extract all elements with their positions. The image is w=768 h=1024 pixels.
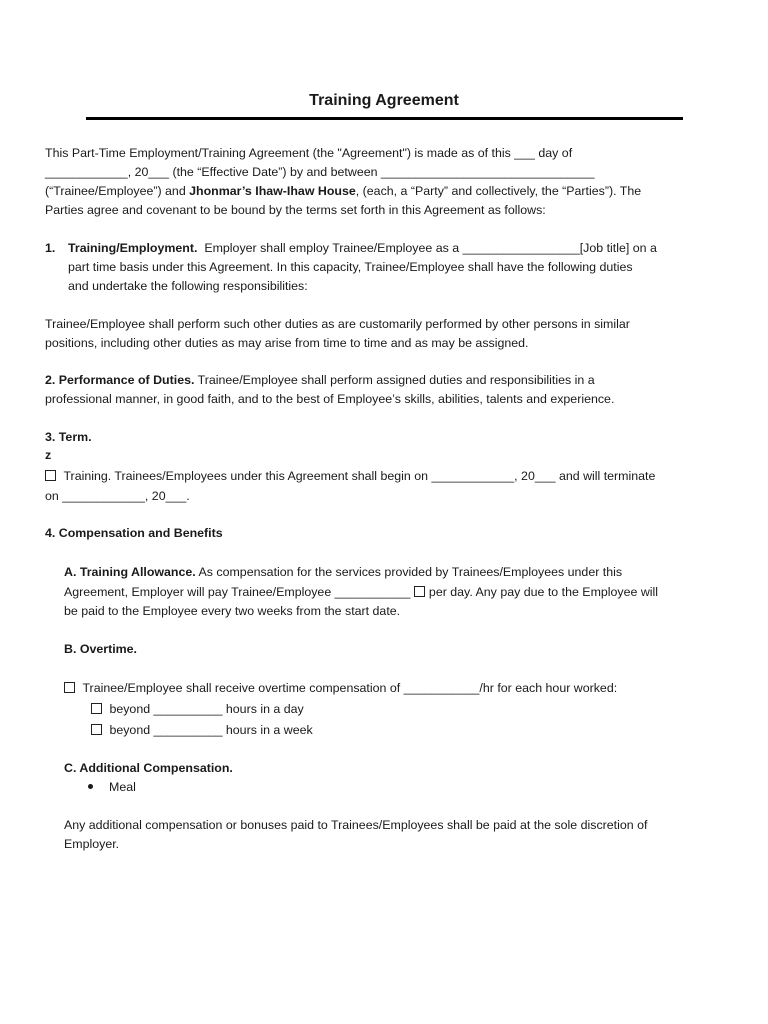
section-1-line-1 xyxy=(68,240,657,256)
section-2-text: Trainee/Employee shall perform assigned duties and responsibilities in a xyxy=(194,373,595,387)
term-text-1: Training. Trainees/Employees under this Agreement shall begin on ____________, 20___ and will terminate xyxy=(63,469,656,483)
allowance-line-3: be paid to the Employee every two weeks from the start date. xyxy=(64,604,401,618)
section-2-heading: 2. Performance of Duties. xyxy=(45,373,195,387)
additional-comp-line-2: Employer. xyxy=(64,837,120,851)
allowance-line-2 xyxy=(64,584,658,600)
overtime-line xyxy=(64,680,617,696)
duties-line-1: Trainee/Employee shall perform such other duties as are customarily performed by other persons in similar xyxy=(45,317,630,331)
stray-mark: z xyxy=(45,448,52,462)
additional-comp-heading: C. Additional Compensation. xyxy=(64,761,233,775)
per-day-checkbox[interactable] xyxy=(414,586,425,597)
overtime-heading: B. Overtime. xyxy=(64,642,137,656)
hours-day-checkbox[interactable] xyxy=(91,703,102,714)
training-checkbox[interactable] xyxy=(45,470,56,481)
allowance-text-2a: Agreement, Employer will pay Trainee/Employee ___________ xyxy=(64,585,411,599)
intro-line-3-c: , (each, a “Party” and collectively, the “Parties”). The xyxy=(355,184,642,198)
term-line-1 xyxy=(45,468,655,484)
intro-line-3 xyxy=(45,183,641,199)
duties-line-2: positions, including other duties as may arise from time to time and as may be assigned. xyxy=(45,336,529,350)
intro-line-3-a: (“Trainee/Employee”) and xyxy=(45,184,190,198)
section-3-heading: 3. Term. xyxy=(45,430,92,444)
overtime-week-line xyxy=(91,722,313,738)
allowance-line-1 xyxy=(64,564,622,580)
company-name: Jhonmar’s Ihaw-Ihaw House xyxy=(189,184,356,198)
overtime-day-line xyxy=(91,701,304,717)
allowance-heading: A. Training Allowance. xyxy=(64,565,196,579)
overtime-text: Trainee/Employee shall receive overtime compensation of ___________/hr for each hour worked: xyxy=(82,681,618,695)
section-1-line-2: part time basis under this Agreement. In this capacity, Trainee/Employee shall have the following duties xyxy=(68,260,633,274)
intro-line-4: Parties agree and covenant to be bound by the terms set forth in this Agreement as follows: xyxy=(45,203,546,217)
allowance-text: As compensation for the services provided by Trainees/Employees under this xyxy=(195,565,623,579)
title-underline xyxy=(86,117,683,120)
hours-week-checkbox[interactable] xyxy=(91,724,102,735)
intro-line-2: ____________, 20___ (the “Effective Date”) by and between _______________________________ xyxy=(45,165,595,179)
bullet-icon xyxy=(88,779,93,795)
overtime-checkbox[interactable] xyxy=(64,682,75,693)
section-1-line-3: and undertake the following responsibilities: xyxy=(68,279,308,293)
meal-item: Meal xyxy=(109,780,136,794)
section-1-text: Employer shall employ Trainee/Employee as a _________________[Job title] on a xyxy=(204,241,657,255)
term-line-2: on ____________, 20___. xyxy=(45,489,190,503)
overtime-day-text: beyond __________ hours in a day xyxy=(109,702,304,716)
section-4-heading: 4. Compensation and Benefits xyxy=(45,526,223,540)
allowance-text-2b: per day. Any pay due to the Employee will xyxy=(428,585,659,599)
document-title: Training Agreement xyxy=(309,92,459,109)
section-1-heading: Training/Employment. xyxy=(68,241,198,255)
section-2-line-1 xyxy=(45,372,595,388)
section-2-line-2: professional manner, in good faith, and to the best of Employee’s skills, abilities, talents and experience. xyxy=(45,392,615,406)
overtime-week-text: beyond __________ hours in a week xyxy=(109,723,313,737)
intro-line-1: This Part-Time Employment/Training Agreement (the "Agreement") is made as of this ___ day of xyxy=(45,146,573,160)
additional-comp-line-1: Any additional compensation or bonuses paid to Trainees/Employees shall be paid at the sole discretion of xyxy=(64,818,648,832)
section-1-number: 1. xyxy=(45,241,56,255)
